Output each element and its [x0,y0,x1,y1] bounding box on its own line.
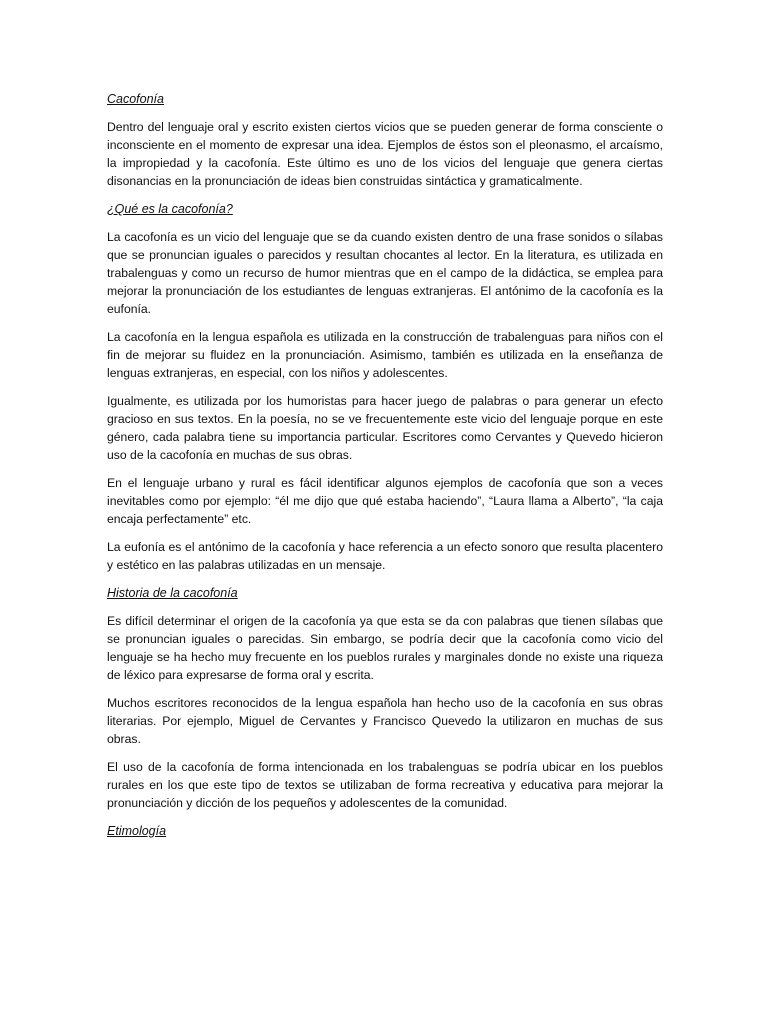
paragraph: La cacofonía en la lengua española es utilizada en la construcción de trabalenguas para niños con el fin de mejorar su fluidez en la pronunciación. Asimismo, también es utilizada en la enseñanza de lenguas extranjeras, en especial, con los niños y adolescentes. [107,330,663,380]
paragraph: La cacofonía es un vicio del lenguaje que se da cuando existen dentro de una frase sonidos o sílabas que se pronuncian iguales o parecidos y resultan chocantes al lector. En la literatura, es utilizada en trabalenguas y como un recurso de humor mientras que en el campo de la didáctica, se emplea para mejorar la pronunciación de los estudiantes de lenguas extranjeras. El antónimo de la cacofonía es la eufonía. [107,230,663,316]
section-heading: Etimología [107,824,167,838]
paragraph: Muchos escritores reconocidos de la lengua española han hecho uso de la cacofonía en sus obras literarias. Por ejemplo, Miguel de Cervantes y Francisco Quevedo la utilizaron en muchas de sus obras. [107,696,663,746]
section-heading: Historia de la cacofonía [107,586,238,600]
paragraph: La eufonía es el antónimo de la cacofonía y hace referencia a un efecto sonoro que resulta placentero y estético en las palabras utilizadas en un mensaje. [107,540,663,572]
paragraph: Dentro del lenguaje oral y escrito existen ciertos vicios que se pueden generar de forma consciente o inconsciente en el momento de expresar una idea. Ejemplos de éstos son el pleonasmo, el arcaísmo, la impropiedad y la cacofonía. Este último es uno de los vicios del lenguaje que genera ciertas disonancias en la pronunciación de ideas bien construidas sintáctica y gramaticalmente. [107,120,663,188]
paragraph: El uso de la cacofonía de forma intencionada en los trabalenguas se podría ubicar en los pueblos rurales en los que este tipo de textos se utilizaban de forma recreativa y educativa para mejorar la pronunciación y dicción de los pequeños y adolescentes de la comunidad. [107,760,663,810]
section-heading: Cacofonía [107,92,164,106]
paragraph: En el lenguaje urbano y rural es fácil identificar algunos ejemplos de cacofonía que son a veces inevitables como por ejemplo: “él me dijo que qué estaba haciendo”, “Laura llama a Alberto”, “la caja encaja perfectamente” etc. [107,476,663,526]
paragraph: Igualmente, es utilizada por los humoristas para hacer juego de palabras o para generar un efecto gracioso en sus textos. En la poesía, no se ve frecuentemente este vicio del lenguaje porque en este género, cada palabra tiene su importancia particular. Escritores como Cervantes y Quevedo hicieron uso de la cacofonía en muchas de sus obras. [107,394,663,462]
section-heading: ¿Qué es la cacofonía? [107,202,233,216]
document-page [107,90,663,850]
paragraph: Es difícil determinar el origen de la cacofonía ya que esta se da con palabras que tienen sílabas que se pronuncian iguales o parecidas. Sin embargo, se podría decir que la cacofonía como vicio del lenguaje se ha hecho muy frecuente en los pueblos rurales y marginales donde no existe una riqueza de léxico para expresarse de forma oral y escrita. [107,614,663,682]
